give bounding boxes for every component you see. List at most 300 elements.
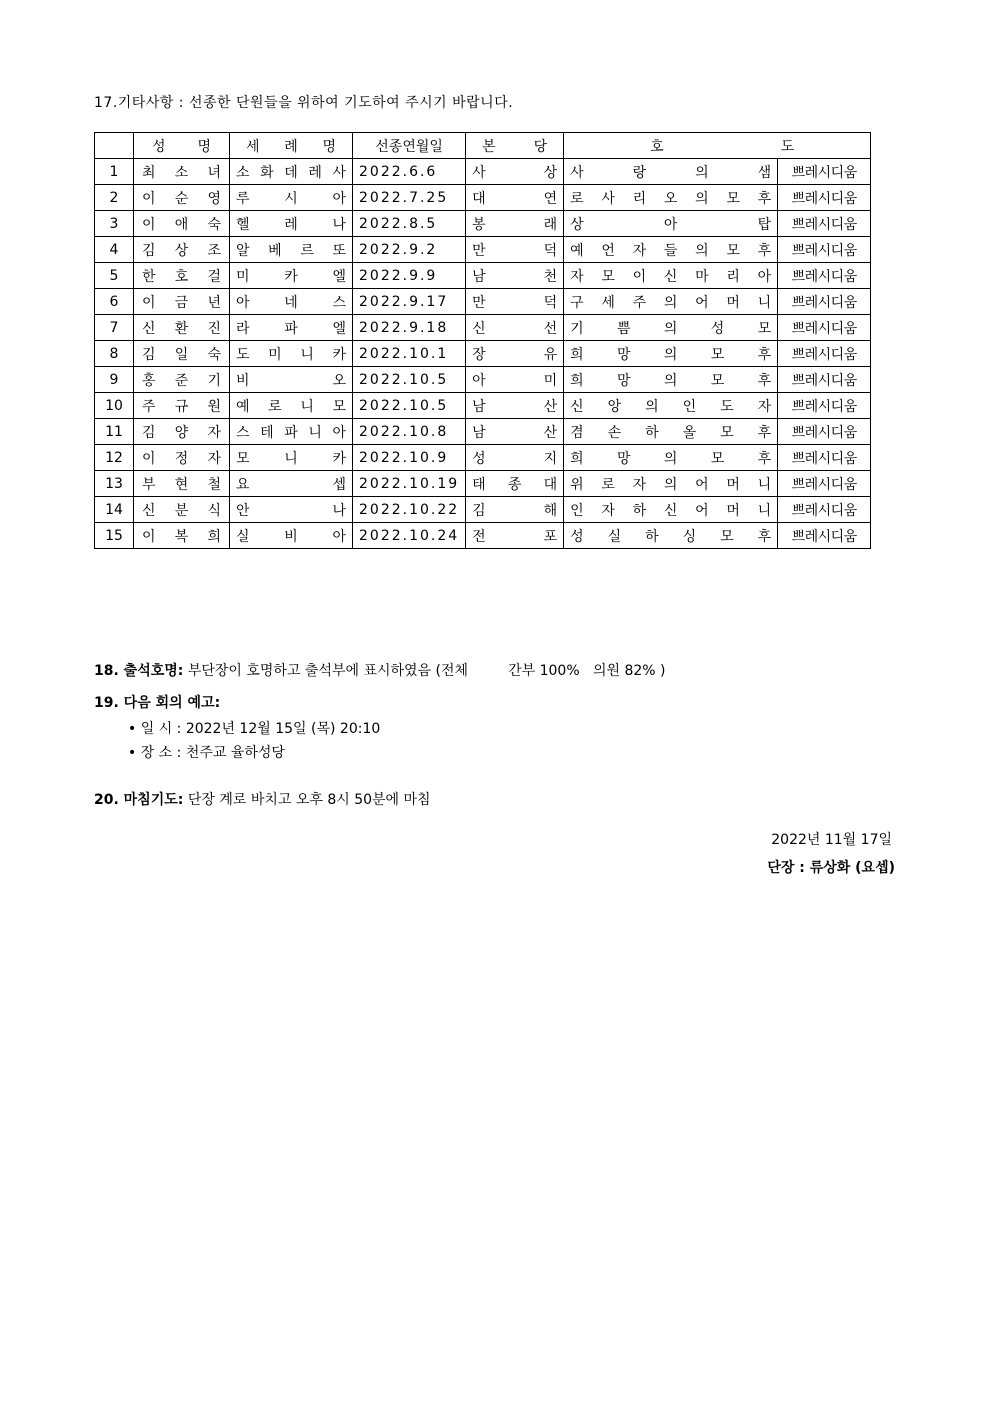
cell-char: 리: [726, 268, 740, 285]
row-number: 15: [95, 523, 134, 549]
cell-char: 샘: [757, 164, 772, 181]
cell-char: 대: [543, 476, 558, 493]
baptismal-name: [230, 315, 353, 341]
cell-char: 신: [663, 502, 678, 519]
parish: [466, 289, 564, 315]
cell-char: 마: [695, 268, 709, 285]
cell-char: 김: [142, 346, 156, 363]
row-number: 9: [95, 367, 134, 393]
row-number: 6: [95, 289, 134, 315]
row-number: 14: [95, 497, 134, 523]
baptismal-name: [230, 263, 353, 289]
praesidium-title: [564, 185, 778, 211]
cell-char: 스: [332, 294, 346, 311]
cell-char: 산: [543, 424, 558, 441]
cell-char: 현: [174, 476, 189, 493]
table-row: [95, 419, 871, 445]
member-name: [134, 211, 230, 237]
cell-char: 후: [757, 190, 772, 207]
cell-char: 성: [472, 450, 486, 467]
death-date: 2022.10.9: [353, 445, 466, 471]
cell-char: 최: [142, 164, 156, 181]
table-header-row: [95, 133, 871, 159]
cell-char: 오: [663, 190, 678, 207]
baptismal-name: [230, 289, 353, 315]
cell-char: 미: [543, 372, 558, 389]
cell-char: 니: [284, 450, 298, 467]
row-number: 2: [95, 185, 134, 211]
cell-char: 유: [543, 346, 558, 363]
praesidium-label: 쁘레시디움: [778, 159, 871, 185]
cell-char: 희: [570, 372, 584, 389]
table-row: [95, 367, 871, 393]
cell-char: 봉: [472, 216, 486, 233]
table-row: [95, 523, 871, 549]
cell-char: 망: [617, 450, 631, 467]
cell-char: 태: [472, 476, 486, 493]
cell-char: 모: [726, 242, 740, 259]
cell-char: 쁨: [617, 320, 631, 337]
cell-char: 하: [645, 424, 659, 441]
member-name: [134, 289, 230, 315]
member-name: [134, 185, 230, 211]
header-praesidium: [564, 133, 871, 159]
cell-char: 대: [472, 190, 486, 207]
praesidium-title: [564, 471, 778, 497]
cell-char: 니: [757, 294, 772, 311]
cell-char: 년: [207, 294, 221, 311]
cell-char: 신: [142, 502, 156, 519]
member-name: [134, 315, 230, 341]
row-number: 4: [95, 237, 134, 263]
cell-char: 셉: [332, 476, 346, 493]
section-18-attendance: [94, 660, 666, 680]
row-number: 7: [95, 315, 134, 341]
table-row: [95, 211, 871, 237]
cell-char: 모: [720, 528, 734, 545]
baptismal-name: [230, 471, 353, 497]
member-name: [134, 393, 230, 419]
signature-date: 2022년 11월 17일: [771, 832, 892, 848]
death-date: 2022.10.24: [353, 523, 466, 549]
cell-char: 사: [570, 164, 584, 181]
cell-char: 덕: [543, 242, 558, 259]
cell-char: 조: [207, 242, 221, 259]
praesidium-title: [564, 315, 778, 341]
cell-char: 후: [757, 372, 772, 389]
cell-char: 엘: [332, 268, 346, 285]
cell-char: 상: [543, 164, 558, 181]
cell-char: 들: [663, 242, 678, 259]
death-date: 2022.8.5: [353, 211, 466, 237]
cell-char: 올: [682, 424, 697, 441]
cell-char: 남: [472, 398, 486, 415]
table-row: [95, 185, 871, 211]
praesidium-title: [564, 367, 778, 393]
header-text: 례: [284, 138, 298, 155]
cell-char: 호: [174, 268, 189, 285]
header-parish: [466, 133, 564, 159]
cell-char: 언: [601, 242, 615, 259]
cell-char: 자: [207, 424, 221, 441]
cell-char: 전: [472, 528, 486, 545]
cell-char: 앙: [607, 398, 622, 415]
baptismal-name: [230, 367, 353, 393]
member-name: [134, 263, 230, 289]
bullet-item-location: [128, 742, 285, 762]
cell-char: 하: [645, 528, 659, 545]
baptismal-name: [230, 185, 353, 211]
baptismal-name: [230, 159, 353, 185]
cell-char: 식: [207, 502, 221, 519]
baptismal-name: [230, 211, 353, 237]
bullet-text: 장 소 : 천주교 율하성당: [140, 745, 285, 761]
cell-char: 사: [472, 164, 486, 181]
cell-char: 숙: [207, 346, 221, 363]
row-number: 8: [95, 341, 134, 367]
cell-char: 후: [757, 346, 772, 363]
praesidium-label: 쁘레시디움: [778, 341, 871, 367]
row-number: 10: [95, 393, 134, 419]
cell-char: 모: [710, 450, 725, 467]
cell-char: 안: [236, 502, 250, 519]
section-20-text: 단장 계로 바치고 오후 8시 50분에 마침: [183, 792, 431, 808]
cell-char: 이: [142, 216, 156, 233]
section-18-label: 18. 출석호명:: [94, 663, 184, 679]
cell-char: 예: [570, 242, 584, 259]
praesidium-title: [564, 159, 778, 185]
cell-char: 소: [236, 164, 250, 181]
parish: [466, 237, 564, 263]
cell-char: 레: [284, 216, 298, 233]
praesidium-title: [564, 341, 778, 367]
cell-char: 네: [284, 294, 298, 311]
cell-char: 신: [142, 320, 156, 337]
cell-char: 성: [710, 320, 725, 337]
cell-char: 애: [174, 216, 189, 233]
praesidium-label: 쁘레시디움: [778, 393, 871, 419]
member-name: [134, 471, 230, 497]
cell-char: 로: [570, 190, 584, 207]
cell-char: 머: [726, 476, 740, 493]
section-20-label: 20. 마침기도:: [94, 792, 184, 808]
deceased-members-table: [94, 132, 871, 549]
cell-char: 니: [308, 424, 322, 441]
cell-char: 의: [663, 346, 678, 363]
cell-char: 후: [757, 242, 772, 259]
cell-char: 모: [710, 346, 725, 363]
cell-char: 영: [207, 190, 221, 207]
row-number: 13: [95, 471, 134, 497]
cell-char: 손: [607, 424, 622, 441]
parish: [466, 185, 564, 211]
header-text: 도: [780, 138, 795, 155]
cell-char: 나: [332, 216, 346, 233]
cell-char: 니: [757, 502, 772, 519]
cell-char: 의: [695, 242, 709, 259]
member-name: [134, 523, 230, 549]
cell-char: 망: [617, 346, 631, 363]
cell-char: 성: [570, 528, 584, 545]
member-name: [134, 237, 230, 263]
cell-char: 로: [268, 398, 282, 415]
praesidium-label: 쁘레시디움: [778, 445, 871, 471]
member-name: [134, 341, 230, 367]
cell-char: 이: [142, 190, 156, 207]
cell-char: 레: [308, 164, 322, 181]
praesidium-title: [564, 497, 778, 523]
cell-char: 지: [543, 450, 558, 467]
table-row: [95, 471, 871, 497]
praesidium-title: [564, 211, 778, 237]
cell-char: 의: [663, 294, 678, 311]
praesidium-label: 쁘레시디움: [778, 185, 871, 211]
praesidium-label: 쁘레시디움: [778, 497, 871, 523]
cell-char: 숙: [207, 216, 221, 233]
cell-char: 규: [174, 398, 189, 415]
cell-char: 상: [570, 216, 584, 233]
death-date: 2022.9.2: [353, 237, 466, 263]
cell-char: 일: [174, 346, 189, 363]
cell-char: 철: [207, 476, 221, 493]
parish: [466, 315, 564, 341]
baptismal-name: [230, 419, 353, 445]
bullet-icon: •: [128, 745, 137, 761]
cell-char: 남: [472, 424, 486, 441]
cell-char: 실: [607, 528, 622, 545]
cell-char: 아: [663, 216, 678, 233]
cell-char: 모: [726, 190, 740, 207]
bullet-text: 일 시 : 2022년 12월 15일 (목) 20:10: [140, 721, 381, 737]
cell-char: 모: [757, 320, 772, 337]
cell-char: 구: [570, 294, 584, 311]
cell-char: 알: [236, 242, 250, 259]
cell-char: 희: [570, 346, 584, 363]
baptismal-name: [230, 497, 353, 523]
row-number: 11: [95, 419, 134, 445]
death-date: 2022.10.1: [353, 341, 466, 367]
cell-char: 천: [543, 268, 558, 285]
cell-char: 김: [142, 424, 156, 441]
cell-char: 데: [284, 164, 298, 181]
cell-char: 자: [757, 398, 772, 415]
death-date: 2022.10.5: [353, 393, 466, 419]
row-number: 5: [95, 263, 134, 289]
cell-char: 스: [236, 424, 250, 441]
section-19-next-meeting: [94, 692, 220, 712]
cell-char: 시: [284, 190, 298, 207]
cell-char: 의: [663, 476, 678, 493]
cell-char: 리: [632, 190, 647, 207]
cell-char: 만: [472, 242, 486, 259]
cell-char: 어: [695, 502, 709, 519]
praesidium-label: 쁘레시디움: [778, 471, 871, 497]
praesidium-title: [564, 445, 778, 471]
table-row: [95, 237, 871, 263]
death-date: 2022.9.9: [353, 263, 466, 289]
cell-char: 인: [570, 502, 584, 519]
parish: [466, 341, 564, 367]
cell-char: 홍: [142, 372, 156, 389]
cell-char: 이: [142, 450, 156, 467]
cell-char: 모: [710, 372, 725, 389]
header-text: 성: [152, 138, 166, 155]
member-name: [134, 367, 230, 393]
cell-char: 해: [543, 502, 558, 519]
cell-char: 나: [332, 502, 346, 519]
death-date: 2022.9.17: [353, 289, 466, 315]
death-date: 2022.10.8: [353, 419, 466, 445]
cell-char: 엘: [332, 320, 346, 337]
row-number: 12: [95, 445, 134, 471]
cell-char: 김: [472, 502, 486, 519]
row-number: 3: [95, 211, 134, 237]
cell-char: 원: [207, 398, 221, 415]
header-text: 본: [482, 138, 496, 155]
cell-char: 순: [174, 190, 189, 207]
member-name: [134, 419, 230, 445]
cell-char: 테: [260, 424, 274, 441]
cell-char: 아: [332, 190, 346, 207]
cell-char: 카: [332, 450, 346, 467]
cell-char: 이: [632, 268, 647, 285]
baptismal-name: [230, 393, 353, 419]
cell-char: 의: [645, 398, 659, 415]
cell-char: 희: [207, 528, 221, 545]
section-19-label: 19. 다음 회의 예고:: [94, 695, 221, 711]
member-name: [134, 445, 230, 471]
cell-char: 랑: [632, 164, 647, 181]
death-date: 2022.9.18: [353, 315, 466, 341]
cell-char: 비: [236, 372, 250, 389]
table-row: [95, 315, 871, 341]
cell-char: 미: [236, 268, 250, 285]
cell-char: 탑: [757, 216, 772, 233]
cell-char: 헬: [236, 216, 250, 233]
cell-char: 니: [757, 476, 772, 493]
other-matters-note: 17.기타사항 : 선종한 단원들을 위하여 기도하여 주시기 바랍니다.: [94, 95, 514, 111]
cell-char: 니: [300, 398, 314, 415]
cell-char: 녀: [207, 164, 221, 181]
cell-char: 의: [695, 164, 709, 181]
cell-char: 니: [300, 346, 314, 363]
cell-char: 상: [174, 242, 189, 259]
signature-signer: 단장 : 류상화 (요셉): [767, 860, 895, 876]
cell-char: 주: [142, 398, 156, 415]
member-name: [134, 497, 230, 523]
praesidium-label: 쁘레시디움: [778, 367, 871, 393]
table-row: [95, 497, 871, 523]
praesidium-title: [564, 237, 778, 263]
death-date: 2022.7.25: [353, 185, 466, 211]
praesidium-title: [564, 523, 778, 549]
cell-char: 산: [543, 398, 558, 415]
cell-char: 부: [142, 476, 156, 493]
cell-char: 하: [632, 502, 647, 519]
cell-char: 겸: [570, 424, 584, 441]
cell-char: 희: [570, 450, 584, 467]
cell-char: 어: [695, 476, 709, 493]
praesidium-label: 쁘레시디움: [778, 419, 871, 445]
cell-char: 르: [300, 242, 314, 259]
cell-char: 포: [543, 528, 558, 545]
cell-char: 자: [570, 268, 584, 285]
baptismal-name: [230, 445, 353, 471]
death-date: 2022.10.19: [353, 471, 466, 497]
cell-char: 연: [543, 190, 558, 207]
cell-char: 양: [174, 424, 189, 441]
cell-char: 기: [207, 372, 221, 389]
cell-char: 김: [142, 242, 156, 259]
baptismal-name: [230, 237, 353, 263]
cell-char: 자: [632, 242, 647, 259]
table-row: [95, 445, 871, 471]
cell-char: 모: [601, 268, 615, 285]
cell-char: 모: [236, 450, 250, 467]
cell-char: 환: [174, 320, 189, 337]
parish: [466, 445, 564, 471]
praesidium-label: 쁘레시디움: [778, 315, 871, 341]
header-no: [95, 133, 134, 159]
cell-char: 파: [284, 424, 298, 441]
cell-char: 후: [757, 528, 772, 545]
cell-char: 금: [174, 294, 189, 311]
cell-char: 신: [472, 320, 486, 337]
cell-char: 아: [472, 372, 486, 389]
cell-char: 예: [236, 398, 250, 415]
cell-char: 머: [726, 502, 740, 519]
table-body: [95, 159, 871, 549]
cell-char: 만: [472, 294, 486, 311]
cell-char: 자: [207, 450, 221, 467]
cell-char: 신: [663, 268, 678, 285]
table-row: [95, 341, 871, 367]
cell-char: 분: [174, 502, 189, 519]
cell-char: 의: [663, 450, 678, 467]
cell-char: 모: [332, 398, 346, 415]
cell-char: 카: [284, 268, 298, 285]
cell-char: 로: [601, 476, 615, 493]
death-date: 2022.6.6: [353, 159, 466, 185]
cell-char: 래: [543, 216, 558, 233]
cell-char: 아: [757, 268, 772, 285]
parish: [466, 497, 564, 523]
praesidium-title: [564, 419, 778, 445]
section-18-text: 부단장이 호명하고 출석부에 표시하였음 (전체 간부 100% 의원 82% ): [183, 663, 666, 679]
baptismal-name: [230, 523, 353, 549]
parish: [466, 263, 564, 289]
cell-char: 기: [570, 320, 584, 337]
cell-char: 후: [757, 424, 772, 441]
parish: [466, 471, 564, 497]
praesidium-label: 쁘레시디움: [778, 263, 871, 289]
cell-char: 남: [472, 268, 486, 285]
header-text: 세: [246, 138, 260, 155]
table-row: [95, 393, 871, 419]
parish: [466, 367, 564, 393]
praesidium-title: [564, 393, 778, 419]
header-text: 당: [533, 138, 548, 155]
praesidium-label: 쁘레시디움: [778, 289, 871, 315]
praesidium-label: 쁘레시디움: [778, 211, 871, 237]
cell-char: 걸: [207, 268, 221, 285]
cell-char: 자: [632, 476, 647, 493]
cell-char: 정: [174, 450, 189, 467]
cell-char: 종: [507, 476, 522, 493]
cell-char: 망: [617, 372, 631, 389]
cell-char: 후: [757, 450, 772, 467]
cell-char: 사: [601, 190, 615, 207]
